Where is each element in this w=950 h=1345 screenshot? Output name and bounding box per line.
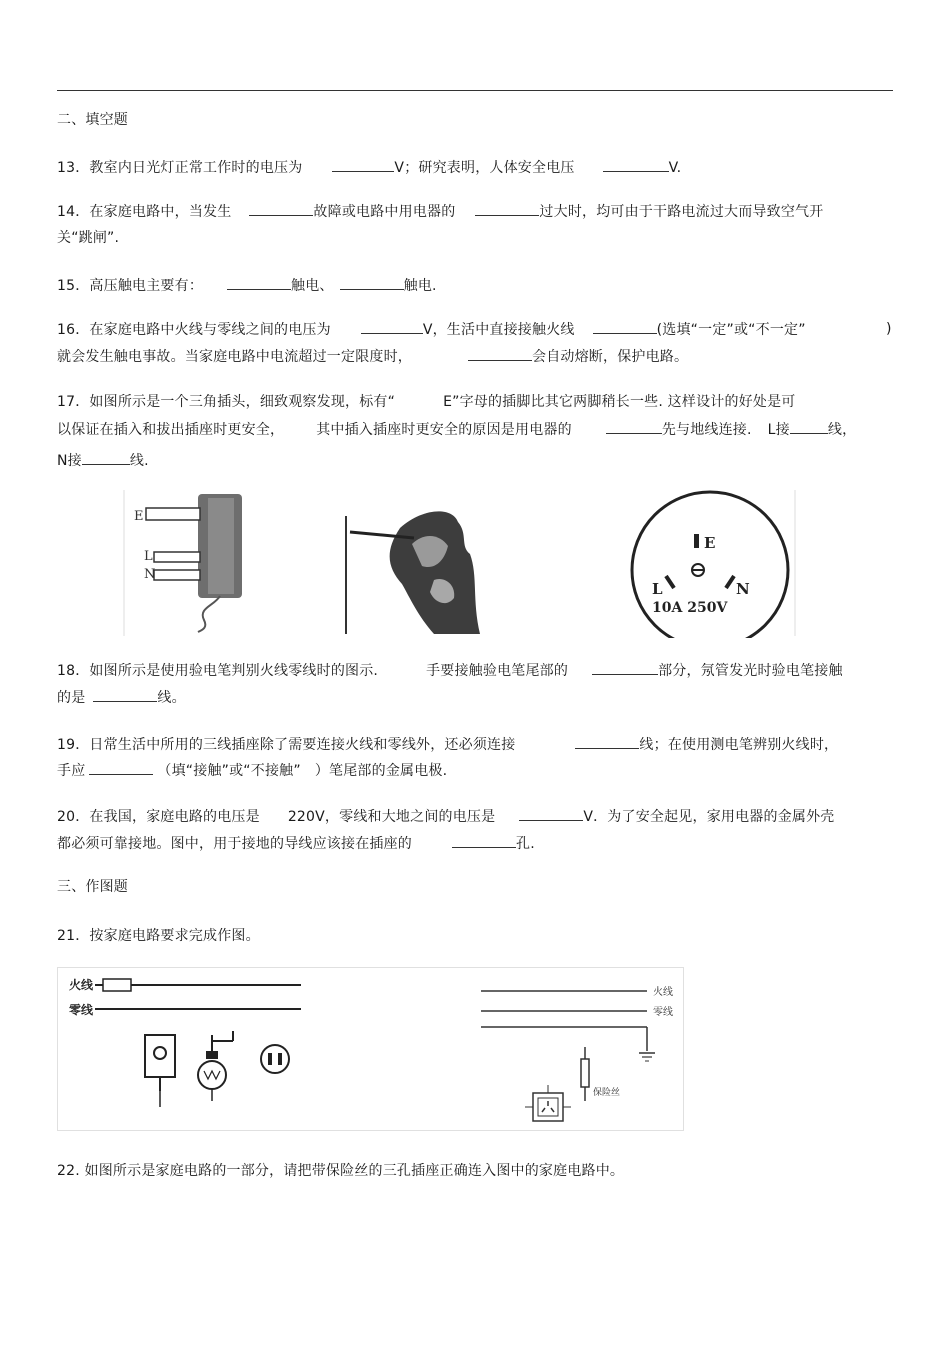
- q16-blank-3: [468, 348, 532, 361]
- q18-blank-2: [93, 689, 157, 702]
- question-18-line-2: [57, 689, 186, 706]
- q14-text-d: 关“跳闸”.: [57, 230, 120, 246]
- q16-blank-1: [361, 321, 423, 334]
- q18-text-a: 18．如图所示是使用验电笔判别火线零线时的图示.: [57, 663, 379, 679]
- q20-text-a: 20．在我国，家庭电路的电压是: [57, 809, 260, 825]
- q20-text-b: 220V，零线和大地之间的电压是: [287, 809, 496, 825]
- left-neutral-label: 零线: [69, 1003, 94, 1017]
- q19-text-e: ）笔尾部的金属电极.: [314, 763, 448, 779]
- q17-text-c: 以保证在插入和拔出插座时更安全，: [57, 422, 285, 438]
- question-17: [57, 394, 795, 410]
- q15-text-a: 15．高压触电主要有：: [57, 278, 204, 294]
- question-13: [57, 159, 681, 176]
- q20-text-e: 孔.: [516, 836, 535, 852]
- plug-label-e: E: [134, 509, 144, 524]
- q17-text-h: N接: [57, 453, 82, 469]
- top-rule: [57, 90, 893, 91]
- q19-text-a: 19．日常生活中所用的三线插座除了需要连接火线和零线外，还必须连接: [57, 737, 516, 753]
- socket-label-l: L: [652, 580, 663, 598]
- q17-blank-3: [82, 452, 130, 465]
- figure-household-circuit: [57, 967, 684, 1131]
- q18-blank-1: [592, 662, 658, 675]
- q14-blank-1: [249, 203, 313, 216]
- q15-blank-1: [227, 277, 291, 290]
- question-20-line-2: [57, 835, 535, 852]
- question-18: [57, 662, 843, 679]
- right-live-label: 火线: [653, 987, 673, 998]
- section-fill-blank: 二、填空题: [57, 112, 128, 128]
- fuse-symbol: [103, 979, 131, 991]
- socket-rating: 10A 250V: [652, 600, 728, 616]
- q20-blank-2: [452, 835, 516, 848]
- question-21: 21．按家庭电路要求完成作图。: [57, 928, 260, 944]
- socket-label-n: N: [736, 580, 750, 598]
- q13-text-c: V.: [668, 160, 682, 176]
- figure-plug-pen-socket: [122, 488, 798, 638]
- q16-text-e: 就会发生触电事故。当家庭电路中电流超过一定限度时，: [57, 349, 412, 365]
- q17-text-f: L接: [767, 422, 790, 438]
- q17-text-a: 17．如图所示是一个三角插头，细致观察发现，标有“: [57, 394, 396, 410]
- fuse-label: 保险丝: [593, 1088, 621, 1098]
- q19-text-c: 手应: [57, 763, 86, 779]
- q19-blank-1: [575, 736, 639, 749]
- q13-blank-1: [332, 159, 394, 172]
- q16-blank-2: [593, 321, 657, 334]
- question-14: [57, 203, 823, 220]
- q17-blank-2: [790, 421, 828, 434]
- q13-text-b: V；研究表明，人体安全电压: [394, 160, 575, 176]
- q18-text-c: 部分，氖管发光时验电笔接触: [658, 663, 843, 679]
- q20-text-d: 都必须可靠接地。图中，用于接地的导线应该接在插座的: [57, 836, 412, 852]
- q14-text-a: 14．在家庭电路中，当发生: [57, 204, 232, 220]
- q14-text-c: 过大时，均可由于干路电流过大而导致空气开: [539, 204, 824, 220]
- question-17-line-3: [57, 452, 149, 469]
- q17-text-i: 线.: [129, 453, 149, 469]
- question-15: [57, 277, 437, 294]
- q17-text-e: 先与地线连接.: [661, 422, 752, 438]
- q15-text-c: 触电.: [403, 278, 437, 294]
- q16-text-b: V，生活中直接接触火线: [422, 322, 575, 338]
- q17-text-g: 线，: [827, 422, 857, 438]
- section-drawing: 三、作图题: [57, 879, 128, 895]
- q18-text-b: 手要接触验电笔尾部的: [426, 663, 569, 679]
- q16-text-d: ): [886, 321, 892, 337]
- q18-text-d: 的是: [57, 690, 86, 706]
- question-20: [57, 808, 835, 825]
- plug-label-l: L: [144, 549, 153, 564]
- q19-blank-2: [89, 762, 153, 775]
- three-pin-plug: [134, 494, 242, 632]
- q20-blank-1: [519, 808, 583, 821]
- q20-text-c: V．为了安全起见，家用电器的金属外壳: [583, 809, 835, 825]
- question-16-line-2: [57, 348, 688, 365]
- three-hole-socket: [632, 492, 788, 638]
- left-live-label: 火线: [69, 978, 94, 992]
- question-19-line-2: [57, 762, 447, 779]
- q13-text-a: 13．教室内日光灯正常工作时的电压为: [57, 160, 303, 176]
- q17-text-b: E”字母的插脚比其它两脚稍长一些. 这样设计的好处是可: [443, 394, 796, 410]
- question-19: [57, 736, 838, 753]
- q14-blank-2: [475, 203, 539, 216]
- plug-label-n: N: [144, 567, 156, 582]
- q16-text-f: 会自动熔断，保护电路。: [532, 349, 689, 365]
- q15-text-b: 触电、: [291, 278, 334, 294]
- q14-text-b: 故障或电路中用电器的: [313, 204, 456, 220]
- question-17-line-2: [57, 421, 856, 438]
- q19-text-d: （填“接触”或“不接触”: [157, 763, 301, 779]
- socket-label-e: E: [704, 534, 716, 552]
- q15-blank-2: [340, 277, 404, 290]
- q17-blank-1: [606, 421, 662, 434]
- q18-text-e: 线。: [157, 690, 186, 706]
- right-neutral-label: 零线: [653, 1007, 673, 1018]
- q13-blank-2: [603, 159, 669, 172]
- q16-text-a: 16．在家庭电路中火线与零线之间的电压为: [57, 322, 331, 338]
- q16-text-c: (选填“一定”或“不一定”: [656, 322, 806, 338]
- question-22: 22. 如图所示是家庭电路的一部分，请把带保险丝的三孔插座正确连入图中的家庭电路中。: [57, 1163, 625, 1179]
- question-16: [57, 321, 806, 338]
- test-pen-hand: [346, 511, 480, 634]
- q19-text-b: 线；在使用测电笔辨别火线时，: [639, 737, 839, 753]
- q17-text-d: 其中插入插座时更安全的原因是用电器的: [316, 422, 572, 438]
